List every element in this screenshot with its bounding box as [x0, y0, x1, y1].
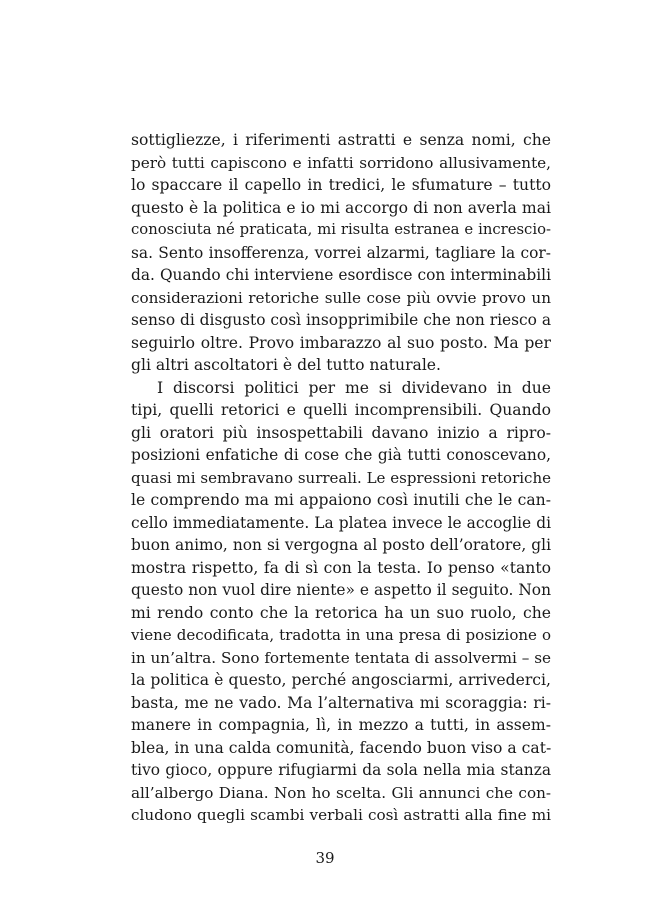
- text-line: mi rendo conto che la retorica ha un suo ruolo, che: [131, 603, 551, 622]
- text-line: questo è la politica e io mi accorgo di non averla mai: [131, 198, 551, 217]
- text-line: la politica è questo, perché angosciarmi, arrivederci,: [131, 671, 551, 689]
- text-line: questo non vuol dire niente» e aspetto il seguito. Non: [131, 581, 551, 599]
- text-line: all’albergo Diana. Non ho scelta. Gli annunci che con-: [131, 783, 551, 802]
- text-line: posizioni enfatiche di cose che già tutti conoscevano,: [131, 446, 551, 464]
- text-line: in un’altra. Sono fortemente tentata di assolvermi – se: [131, 648, 551, 667]
- text-line: tipi, quelli retorici e quelli incomprensibili. Quando: [131, 401, 551, 419]
- text-line: gli altri ascoltatori è del tutto naturale.: [131, 356, 441, 374]
- text-line: tivo gioco, oppure rifugiarmi da sola nella mia stanza: [131, 761, 551, 779]
- text-line: manere in compagnia, lì, in mezzo a tutti, in assem-: [131, 716, 551, 734]
- text-line: gli oratori più insospettabili davano inizio a ripro-: [131, 423, 551, 442]
- text-line: mostra rispetto, fa di sì con la testa. Io penso «tanto: [131, 558, 551, 577]
- text-line: lo spaccare il capello in tredici, le sfumature – tutto: [131, 176, 551, 194]
- text-line: considerazioni retoriche sulle cose più ovvie provo un: [131, 288, 551, 307]
- text-line: I discorsi politici per me si dividevano in due: [157, 378, 551, 397]
- text-line: basta, me ne vado. Ma l’alternativa mi scoraggia: ri-: [131, 693, 551, 712]
- text-line: blea, in una calda comunità, facendo buon viso a cat-: [131, 738, 552, 757]
- text-line: quasi mi sembravano surreali. Le espressioni retoriche: [131, 468, 551, 487]
- page-number: 39: [315, 849, 335, 867]
- text-line: buon animo, non si vergogna al posto dell’oratore, gli: [131, 536, 551, 554]
- text-line: seguirlo oltre. Provo imbarazzo al suo posto. Ma per: [131, 333, 551, 352]
- text-line: viene decodificata, tradotta in una presa di posizione o: [131, 626, 551, 644]
- text-line: conosciuta né praticata, mi risulta estranea e increscio-: [131, 221, 551, 238]
- text-line: sa. Sento insofferenza, vorrei alzarmi, tagliare la cor-: [131, 243, 551, 262]
- text-line: sottigliezze, i riferimenti astratti e senza nomi, che: [131, 131, 551, 149]
- text-line: da. Quando chi interviene esordisce con interminabili: [131, 266, 551, 284]
- text-line: cludono quegli scambi verbali così astratti alla fine mi: [131, 806, 551, 824]
- text-line: però tutti capiscono e infatti sorridono allusivamente,: [131, 153, 551, 172]
- paragraph-1: [131, 129, 551, 377]
- text-line: senso di disgusto così insopprimibile che non riesco a: [131, 311, 551, 329]
- text-line: cello immediatamente. La platea invece le accoglie di: [131, 513, 551, 532]
- body-text: [131, 129, 551, 827]
- paragraph-2: [131, 377, 551, 827]
- text-line: le comprendo ma mi appaiono così inutili che le can-: [131, 491, 551, 509]
